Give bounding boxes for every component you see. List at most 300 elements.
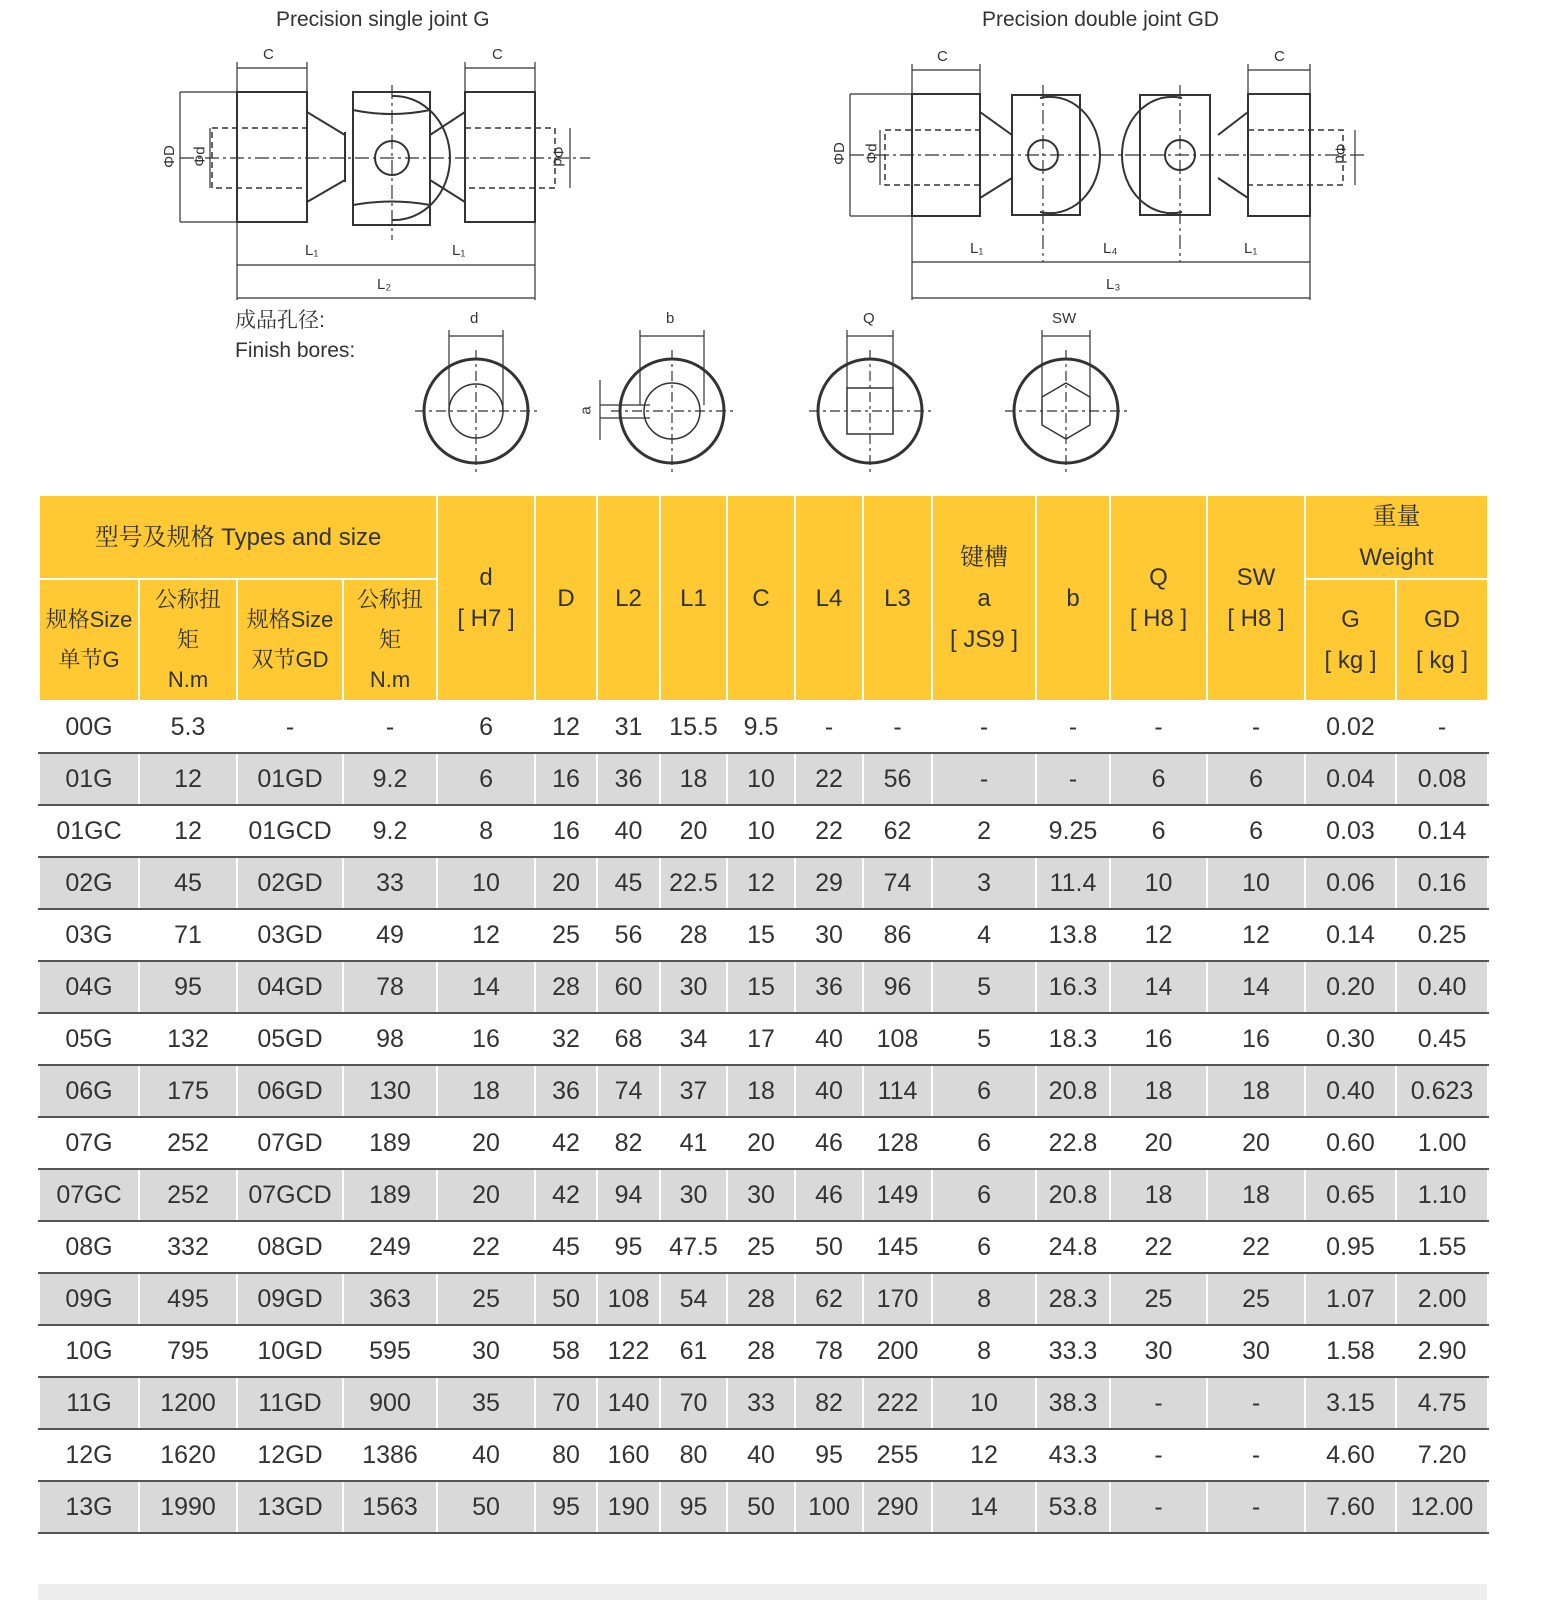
- header-q-tol: [ H8 ]: [1129, 605, 1188, 632]
- table-cell: 5: [932, 961, 1036, 1013]
- table-cell: 50: [535, 1273, 597, 1325]
- header-d: [437, 495, 535, 701]
- table-cell: 62: [863, 805, 932, 857]
- table-cell: 18: [1110, 1169, 1207, 1221]
- table-cell: 56: [597, 909, 660, 961]
- joint-drawings: [0, 0, 1547, 490]
- table-cell: 20.8: [1036, 1169, 1110, 1221]
- table-cell: -: [1110, 1377, 1207, 1429]
- table-cell: 12: [437, 909, 535, 961]
- table-cell: 98: [343, 1013, 437, 1065]
- table-cell: 20: [660, 805, 727, 857]
- table-cell: 33.3: [1036, 1325, 1110, 1377]
- table-cell: 12: [1110, 909, 1207, 961]
- table-cell: 6: [1110, 805, 1207, 857]
- dim-d-right: Φd: [549, 146, 567, 167]
- table-cell: 3: [932, 857, 1036, 909]
- table-cell: 30: [660, 961, 727, 1013]
- table-cell: 42: [535, 1169, 597, 1221]
- table-cell: -: [863, 701, 932, 753]
- table-cell: 1.55: [1396, 1221, 1488, 1273]
- table-cell: 24.8: [1036, 1221, 1110, 1273]
- table-cell: 149: [863, 1169, 932, 1221]
- table-cell: 595: [343, 1325, 437, 1377]
- table-cell: 12: [1207, 909, 1305, 961]
- table-cell: 1.58: [1305, 1325, 1396, 1377]
- table-cell: -: [932, 701, 1036, 753]
- table-cell: 25: [535, 909, 597, 961]
- table-cell: 1200: [139, 1377, 237, 1429]
- table-cell: 33: [727, 1377, 795, 1429]
- table-cell: 2.00: [1396, 1273, 1488, 1325]
- table-row: [39, 1429, 1488, 1481]
- table-cell: 34: [660, 1013, 727, 1065]
- table-cell: 58: [535, 1325, 597, 1377]
- table-cell: 25: [437, 1273, 535, 1325]
- header-weight-cn: 重量: [1372, 503, 1421, 530]
- finish-bores: [415, 330, 1127, 472]
- table-cell: 02GD: [237, 857, 343, 909]
- table-cell: 1.10: [1396, 1169, 1488, 1221]
- table-cell: 11GD: [237, 1377, 343, 1429]
- dim-l1-right: L₁: [452, 242, 466, 259]
- table-cell: 40: [727, 1429, 795, 1481]
- table-cell: 0.04: [1305, 753, 1396, 805]
- table-cell: 30: [1207, 1325, 1305, 1377]
- table-cell: 222: [863, 1377, 932, 1429]
- table-cell: 95: [597, 1221, 660, 1273]
- table-row: [39, 805, 1488, 857]
- table-cell: 04GD: [237, 961, 343, 1013]
- bore-label-sw: SW: [1052, 310, 1077, 327]
- table-cell: 95: [535, 1481, 597, 1533]
- header-weight-g-unit: [ kg ]: [1324, 647, 1377, 674]
- table-cell: 50: [727, 1481, 795, 1533]
- table-cell: 16.3: [1036, 961, 1110, 1013]
- table-row: [39, 1169, 1488, 1221]
- table-cell: 56: [863, 753, 932, 805]
- table-cell: 140: [597, 1377, 660, 1429]
- header-torque-single-3: N.m: [167, 667, 209, 692]
- table-cell: 20: [1207, 1117, 1305, 1169]
- single-joint-drawing: [180, 62, 590, 300]
- table-cell: 22: [437, 1221, 535, 1273]
- table-cell: 74: [863, 857, 932, 909]
- table-cell: 795: [139, 1325, 237, 1377]
- dim-D: ΦD: [160, 145, 178, 168]
- table-cell: 07GCD: [237, 1169, 343, 1221]
- header-keyway-tol: [ JS9 ]: [950, 625, 1019, 653]
- table-cell: 09GD: [237, 1273, 343, 1325]
- table-cell: 108: [863, 1013, 932, 1065]
- header-size-single-2: 单节G: [58, 647, 120, 672]
- header-torque-double-1: 公称扭: [357, 587, 424, 612]
- table-cell: 132: [139, 1013, 237, 1065]
- table-cell: 20.8: [1036, 1065, 1110, 1117]
- table-cell: 18: [437, 1065, 535, 1117]
- table-cell: 200: [863, 1325, 932, 1377]
- table-cell: 8: [932, 1273, 1036, 1325]
- dim-gd-d-left: Φd: [863, 143, 881, 164]
- table-cell: 20: [727, 1117, 795, 1169]
- table-cell: 30: [795, 909, 863, 961]
- table-cell: 54: [660, 1273, 727, 1325]
- dim-d-left: Φd: [191, 146, 209, 167]
- header-d-tol: [ H7 ]: [457, 605, 515, 632]
- table-cell: 128: [863, 1117, 932, 1169]
- table-cell: 0.25: [1396, 909, 1488, 961]
- table-cell: 12: [535, 701, 597, 753]
- table-cell: 12GD: [237, 1429, 343, 1481]
- table-header: [39, 495, 1488, 701]
- table-cell: 12: [139, 805, 237, 857]
- bore-label-q: Q: [863, 310, 875, 327]
- header-sw-label: SW: [1236, 564, 1276, 591]
- table-cell: 07GD: [237, 1117, 343, 1169]
- table-cell: 30: [437, 1325, 535, 1377]
- table-cell: 01GC: [39, 805, 139, 857]
- header-q: [1110, 495, 1207, 701]
- header-size-double-2: 双节GD: [251, 647, 329, 672]
- table-cell: -: [1396, 701, 1488, 753]
- table-cell: 36: [597, 753, 660, 805]
- table-cell: 96: [863, 961, 932, 1013]
- dim-gd-c-left: C: [937, 48, 948, 65]
- table-cell: 14: [437, 961, 535, 1013]
- table-row: [39, 1117, 1488, 1169]
- table-cell: 95: [139, 961, 237, 1013]
- table-cell: 04G: [39, 961, 139, 1013]
- table-cell: 36: [795, 961, 863, 1013]
- table-cell: 6: [932, 1065, 1036, 1117]
- header-sw-tol: [ H8 ]: [1227, 605, 1285, 632]
- table-cell: 13G: [39, 1481, 139, 1533]
- table-cell: 114: [863, 1065, 932, 1117]
- header-weight-gd-label: GD: [1424, 606, 1461, 633]
- table-row: [39, 1481, 1488, 1533]
- table-cell: 13GD: [237, 1481, 343, 1533]
- table-cell: 30: [1110, 1325, 1207, 1377]
- table-cell: 53.8: [1036, 1481, 1110, 1533]
- table-cell: 189: [343, 1117, 437, 1169]
- header-keyway-cn: 键槽: [960, 543, 1009, 571]
- table-cell: 18: [1207, 1065, 1305, 1117]
- finish-bores-en: Finish bores:: [235, 339, 356, 362]
- table-cell: 0.03: [1305, 805, 1396, 857]
- table-cell: -: [237, 701, 343, 753]
- table-cell: 41: [660, 1117, 727, 1169]
- single-joint-title: Precision single joint G: [276, 8, 490, 31]
- table-cell: 9.25: [1036, 805, 1110, 857]
- table-row: [39, 1273, 1488, 1325]
- table-cell: 09G: [39, 1273, 139, 1325]
- table-cell: 45: [597, 857, 660, 909]
- table-cell: 0.40: [1305, 1065, 1396, 1117]
- table-cell: -: [1110, 1429, 1207, 1481]
- header-L3: L3: [863, 495, 932, 701]
- table-cell: 13.8: [1036, 909, 1110, 961]
- table-row: [39, 1013, 1488, 1065]
- table-cell: 43.3: [1036, 1429, 1110, 1481]
- table-cell: 18.3: [1036, 1013, 1110, 1065]
- table-cell: 22: [1207, 1221, 1305, 1273]
- table-cell: 1563: [343, 1481, 437, 1533]
- header-size-double: [237, 579, 343, 701]
- table-cell: 0.30: [1305, 1013, 1396, 1065]
- header-weight: [1305, 495, 1488, 579]
- table-cell: 6: [932, 1221, 1036, 1273]
- table-cell: 47.5: [660, 1221, 727, 1273]
- header-size-single-1: 规格Size: [45, 607, 133, 632]
- table-cell: 0.60: [1305, 1117, 1396, 1169]
- table-cell: 16: [1110, 1013, 1207, 1065]
- table-cell: 6: [1207, 805, 1305, 857]
- dim-gd-c-right: C: [1274, 48, 1285, 65]
- table-cell: 2.90: [1396, 1325, 1488, 1377]
- table-cell: 1.07: [1305, 1273, 1396, 1325]
- table-cell: 252: [139, 1169, 237, 1221]
- dim-l1-left: L₁: [305, 242, 319, 259]
- table-cell: 01GD: [237, 753, 343, 805]
- table-cell: 68: [597, 1013, 660, 1065]
- table-cell: 40: [597, 805, 660, 857]
- table-cell: 3.15: [1305, 1377, 1396, 1429]
- table-row: [39, 701, 1488, 753]
- table-cell: 32: [535, 1013, 597, 1065]
- table-cell: 10: [727, 805, 795, 857]
- table-cell: 9.2: [343, 753, 437, 805]
- table-cell: 15: [727, 961, 795, 1013]
- table-cell: 900: [343, 1377, 437, 1429]
- table-cell: 7.60: [1305, 1481, 1396, 1533]
- table-cell: 82: [597, 1117, 660, 1169]
- table-cell: 78: [795, 1325, 863, 1377]
- header-sw: [1207, 495, 1305, 701]
- table-cell: 6: [437, 701, 535, 753]
- table-cell: -: [1207, 1429, 1305, 1481]
- table-cell: 255: [863, 1429, 932, 1481]
- header-torque-single-1: 公称扭: [154, 587, 221, 612]
- table-cell: 29: [795, 857, 863, 909]
- double-joint-title: Precision double joint GD: [982, 8, 1219, 31]
- header-weight-g-label: G: [1341, 606, 1360, 633]
- table-cell: 22: [795, 753, 863, 805]
- table-cell: 30: [727, 1169, 795, 1221]
- table-cell: 02G: [39, 857, 139, 909]
- table-cell: 46: [795, 1117, 863, 1169]
- table-cell: 42: [535, 1117, 597, 1169]
- dim-gd-l4: L₄: [1103, 240, 1118, 257]
- table-cell: 4.75: [1396, 1377, 1488, 1429]
- table-cell: 363: [343, 1273, 437, 1325]
- table-cell: 495: [139, 1273, 237, 1325]
- table-cell: 33: [343, 857, 437, 909]
- table-cell: 20: [1110, 1117, 1207, 1169]
- table-cell: 20: [535, 857, 597, 909]
- table-cell: 45: [535, 1221, 597, 1273]
- table-cell: 0.45: [1396, 1013, 1488, 1065]
- table-cell: 0.14: [1305, 909, 1396, 961]
- table-cell: 0.20: [1305, 961, 1396, 1013]
- table-cell: 95: [795, 1429, 863, 1481]
- table-cell: 16: [535, 753, 597, 805]
- header-keyway-a-label: a: [977, 584, 991, 612]
- table-cell: 12.00: [1396, 1481, 1488, 1533]
- table-cell: 25: [727, 1221, 795, 1273]
- table-row: [39, 961, 1488, 1013]
- header-d-label: d: [479, 564, 493, 591]
- table-cell: 22: [1110, 1221, 1207, 1273]
- header-keyway-a: [932, 495, 1036, 701]
- table-cell: 37: [660, 1065, 727, 1117]
- table-cell: 15.5: [660, 701, 727, 753]
- table-cell: 1.00: [1396, 1117, 1488, 1169]
- table-cell: 28: [727, 1273, 795, 1325]
- table-cell: 10G: [39, 1325, 139, 1377]
- table-cell: -: [1036, 701, 1110, 753]
- table-cell: 10: [727, 753, 795, 805]
- table-cell: 10: [1110, 857, 1207, 909]
- table-cell: 0.02: [1305, 701, 1396, 753]
- table-cell: 6: [437, 753, 535, 805]
- header-torque-single: [139, 579, 237, 701]
- table-cell: 20: [437, 1169, 535, 1221]
- table-cell: 35: [437, 1377, 535, 1429]
- table-cell: 249: [343, 1221, 437, 1273]
- table-cell: 332: [139, 1221, 237, 1273]
- table-cell: 14: [1207, 961, 1305, 1013]
- table-cell: 20: [437, 1117, 535, 1169]
- table-cell: 108: [597, 1273, 660, 1325]
- table-cell: 6: [932, 1117, 1036, 1169]
- table-cell: 0.16: [1396, 857, 1488, 909]
- table-cell: 4.60: [1305, 1429, 1396, 1481]
- header-weight-gd: [1396, 579, 1488, 701]
- table-cell: 49: [343, 909, 437, 961]
- table-cell: 12G: [39, 1429, 139, 1481]
- table-cell: 15: [727, 909, 795, 961]
- header-C: C: [727, 495, 795, 701]
- table-cell: 07GC: [39, 1169, 139, 1221]
- table-cell: -: [1110, 1481, 1207, 1533]
- table-cell: 61: [660, 1325, 727, 1377]
- table-row: [39, 1065, 1488, 1117]
- table-cell: 14: [932, 1481, 1036, 1533]
- table-cell: 28: [660, 909, 727, 961]
- table-row: [39, 857, 1488, 909]
- table-cell: 5.3: [139, 701, 237, 753]
- header-weight-gd-unit: [ kg ]: [1416, 647, 1469, 674]
- table-cell: 36: [535, 1065, 597, 1117]
- table-cell: 08GD: [237, 1221, 343, 1273]
- table-cell: 6: [1110, 753, 1207, 805]
- table-cell: 78: [343, 961, 437, 1013]
- dim-c-right: C: [492, 46, 503, 63]
- table-cell: 74: [597, 1065, 660, 1117]
- header-L2: L2: [597, 495, 660, 701]
- table-cell: 80: [660, 1429, 727, 1481]
- table-cell: 62: [795, 1273, 863, 1325]
- table-cell: 2: [932, 805, 1036, 857]
- table-cell: 130: [343, 1065, 437, 1117]
- dim-gd-D: ΦD: [830, 142, 848, 165]
- table-cell: 160: [597, 1429, 660, 1481]
- double-joint-drawing: [850, 64, 1365, 300]
- table-cell: 145: [863, 1221, 932, 1273]
- table-cell: 31: [597, 701, 660, 753]
- header-weight-g: [1305, 579, 1396, 701]
- bore-label-d: d: [470, 310, 479, 327]
- table-cell: 0.14: [1396, 805, 1488, 857]
- table-cell: -: [1207, 1377, 1305, 1429]
- table-cell: 71: [139, 909, 237, 961]
- table-cell: 16: [535, 805, 597, 857]
- header-size-double-1: 规格Size: [246, 607, 334, 632]
- table-cell: 82: [795, 1377, 863, 1429]
- table-cell: 9.2: [343, 805, 437, 857]
- table-cell: 01GCD: [237, 805, 343, 857]
- table-cell: 07G: [39, 1117, 139, 1169]
- table-cell: 8: [437, 805, 535, 857]
- header-torque-double-2: 矩: [379, 627, 402, 652]
- table-cell: 22: [795, 805, 863, 857]
- table-cell: 86: [863, 909, 932, 961]
- table-cell: 38.3: [1036, 1377, 1110, 1429]
- table-cell: 00G: [39, 701, 139, 753]
- finish-bores-cn: 成品孔径:: [235, 309, 325, 332]
- table-cell: 18: [1207, 1169, 1305, 1221]
- dim-gd-d-right: Φd: [1331, 143, 1349, 164]
- table-cell: 6: [932, 1169, 1036, 1221]
- table-cell: 0.40: [1396, 961, 1488, 1013]
- table-cell: 01G: [39, 753, 139, 805]
- table-cell: 0.08: [1396, 753, 1488, 805]
- table-cell: 06G: [39, 1065, 139, 1117]
- table-cell: 50: [795, 1221, 863, 1273]
- table-cell: 05GD: [237, 1013, 343, 1065]
- table-cell: 08G: [39, 1221, 139, 1273]
- table-body: [39, 701, 1488, 1533]
- table-cell: 03GD: [237, 909, 343, 961]
- table-cell: 189: [343, 1169, 437, 1221]
- table-cell: 18: [1110, 1065, 1207, 1117]
- table-cell: 122: [597, 1325, 660, 1377]
- table-cell: 0.95: [1305, 1221, 1396, 1273]
- table-cell: 22.5: [660, 857, 727, 909]
- table-cell: 46: [795, 1169, 863, 1221]
- header-b: b: [1036, 495, 1110, 701]
- table-cell: -: [1036, 753, 1110, 805]
- table-cell: 8: [932, 1325, 1036, 1377]
- table-cell: 18: [660, 753, 727, 805]
- table-cell: 11G: [39, 1377, 139, 1429]
- table-cell: 70: [660, 1377, 727, 1429]
- table-cell: 0.623: [1396, 1065, 1488, 1117]
- table-cell: 12: [932, 1429, 1036, 1481]
- table-row: [39, 753, 1488, 805]
- table-cell: 40: [437, 1429, 535, 1481]
- table-cell: 1386: [343, 1429, 437, 1481]
- table-cell: 12: [139, 753, 237, 805]
- table-cell: 252: [139, 1117, 237, 1169]
- table-row: [39, 1377, 1488, 1429]
- table-cell: 95: [660, 1481, 727, 1533]
- table-cell: 40: [795, 1065, 863, 1117]
- table-cell: 05G: [39, 1013, 139, 1065]
- table-cell: 28: [535, 961, 597, 1013]
- table-cell: 190: [597, 1481, 660, 1533]
- table-cell: 25: [1207, 1273, 1305, 1325]
